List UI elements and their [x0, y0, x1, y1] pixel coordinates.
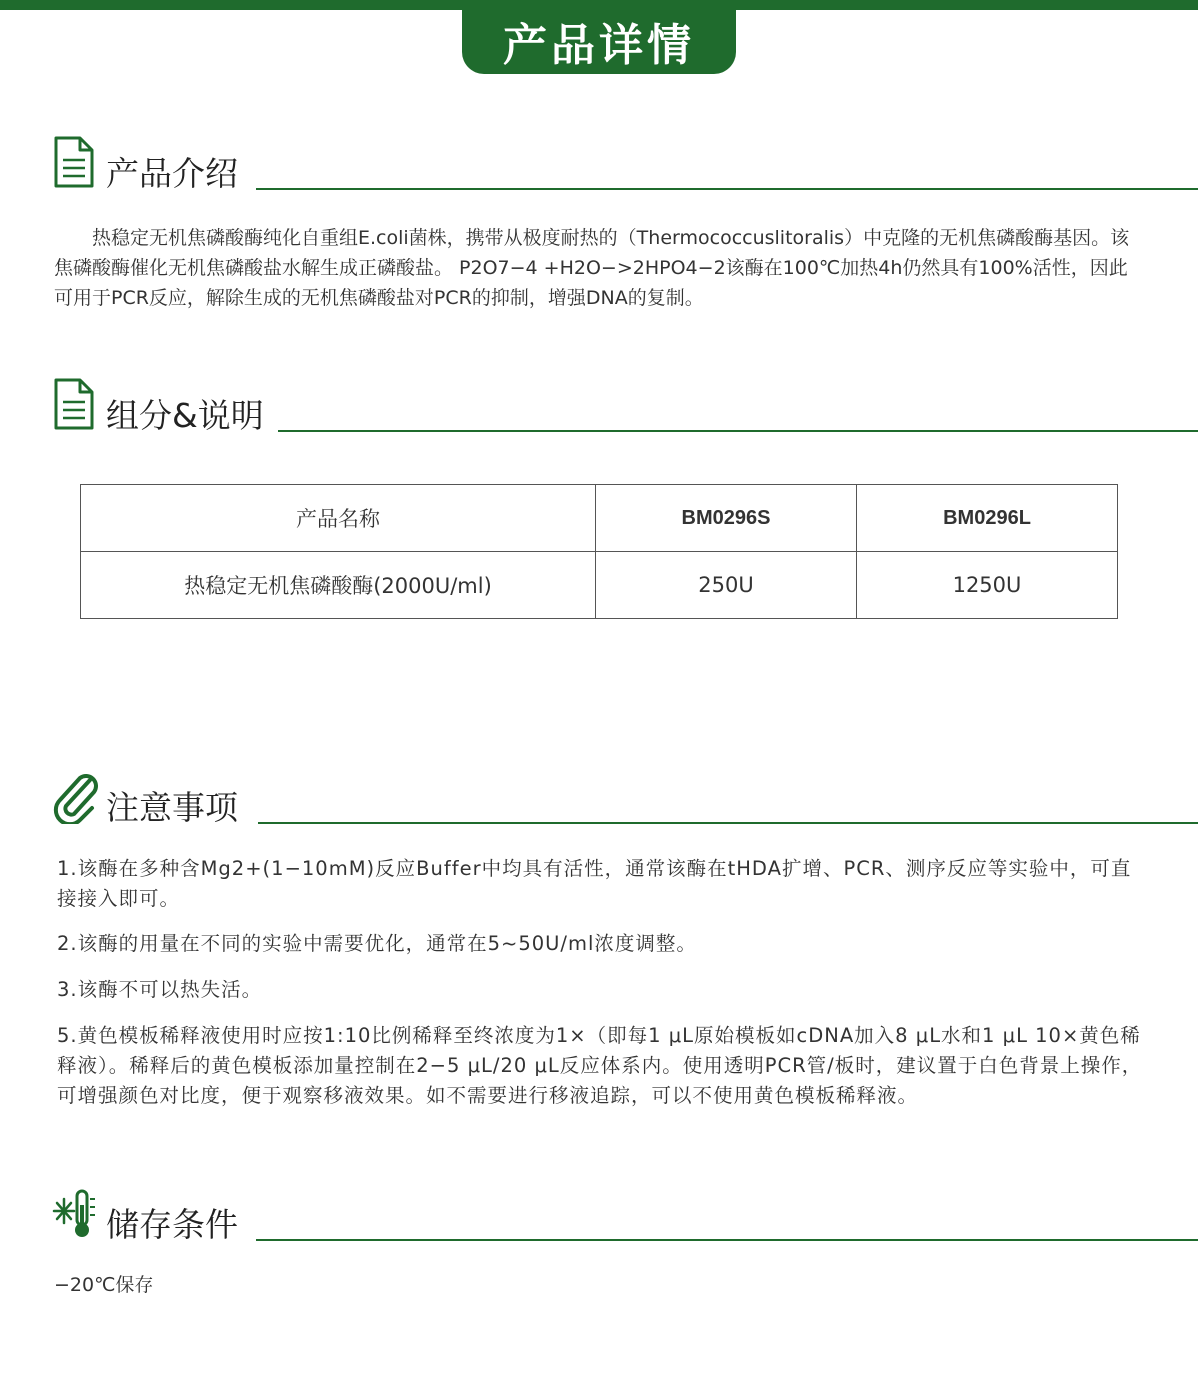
table-header-row: [81, 485, 1118, 552]
section-rule: [256, 1239, 1198, 1241]
storage-text: −20℃保存: [54, 1274, 154, 1296]
section-rule: [278, 430, 1198, 432]
section-title-components: 组分&说明: [106, 399, 270, 432]
note-item: 3.该酶不可以热失活。: [57, 978, 263, 1001]
section-rule: [258, 822, 1198, 824]
table-row: [81, 552, 1118, 619]
section-header-notes: [50, 768, 1198, 827]
section-header-components: [50, 376, 1198, 435]
table-header-cell: 产品名称: [81, 485, 596, 552]
table-cell: 热稳定无机焦磷酸酶(2000U/ml): [81, 552, 596, 619]
table-header-cell: BM0296L: [857, 485, 1118, 552]
thermometer-snowflake-icon: [50, 1185, 98, 1241]
page-banner: [462, 8, 736, 74]
document-icon: [50, 376, 98, 432]
section-header-storage: [50, 1185, 1198, 1244]
section-title-notes: 注意事项: [106, 791, 244, 824]
table-cell: 1250U: [857, 552, 1118, 619]
table-header-cell: BM0296S: [596, 485, 857, 552]
note-item: 2.该酶的用量在不同的实验中需要优化，通常在5~50U/ml浓度调整。: [57, 932, 697, 955]
components-table: [80, 484, 1118, 619]
section-header-intro: [50, 134, 1198, 193]
section-title-storage: 储存条件: [106, 1208, 244, 1241]
banner-title: 产品详情: [503, 20, 695, 71]
document-icon: [50, 134, 98, 190]
section-title-intro: 产品介绍: [106, 157, 244, 190]
section-rule: [256, 188, 1198, 190]
table-cell: 250U: [596, 552, 857, 619]
paperclip-icon: [50, 768, 98, 824]
note-item: 5.黄色模板稀释液使用时应按1:10比例稀释至终浓度为1×（即每1 μL原始模板如cDNA加入8 μL水和1 μL 10×黄色稀释液）。稀释后的黄色模板添加量控制在2−5 μL/20 μL反应体系内。使用透明PCR管/板时，建议置于白色背景上操作，可增强颜色对比度，便于观察移液效果。如不需要进行移液追踪，可以不使用黄色模板稀释液。: [57, 1024, 1143, 1107]
intro-paragraph: 热稳定无机焦磷酸酶纯化自重组E.coli菌株，携带从极度耐热的（Thermococcuslitoralis）中克隆的无机焦磷酸酶基因。该焦磷酸酶催化无机焦磷酸盐水解生成正磷酸盐。 P2O7−4 +H2O−>2HPO4−2该酶在100℃加热4h仍然具有100%活性，因此可用于PCR反应，解除生成的无机焦磷酸盐对PCR的抑制，增强DNA的复制。: [54, 227, 1130, 309]
note-item: 1.该酶在多种含Mg2+(1−10mM)反应Buffer中均具有活性，通常该酶在tHDA扩增、PCR、测序反应等实验中，可直接接入即可。: [57, 857, 1132, 910]
